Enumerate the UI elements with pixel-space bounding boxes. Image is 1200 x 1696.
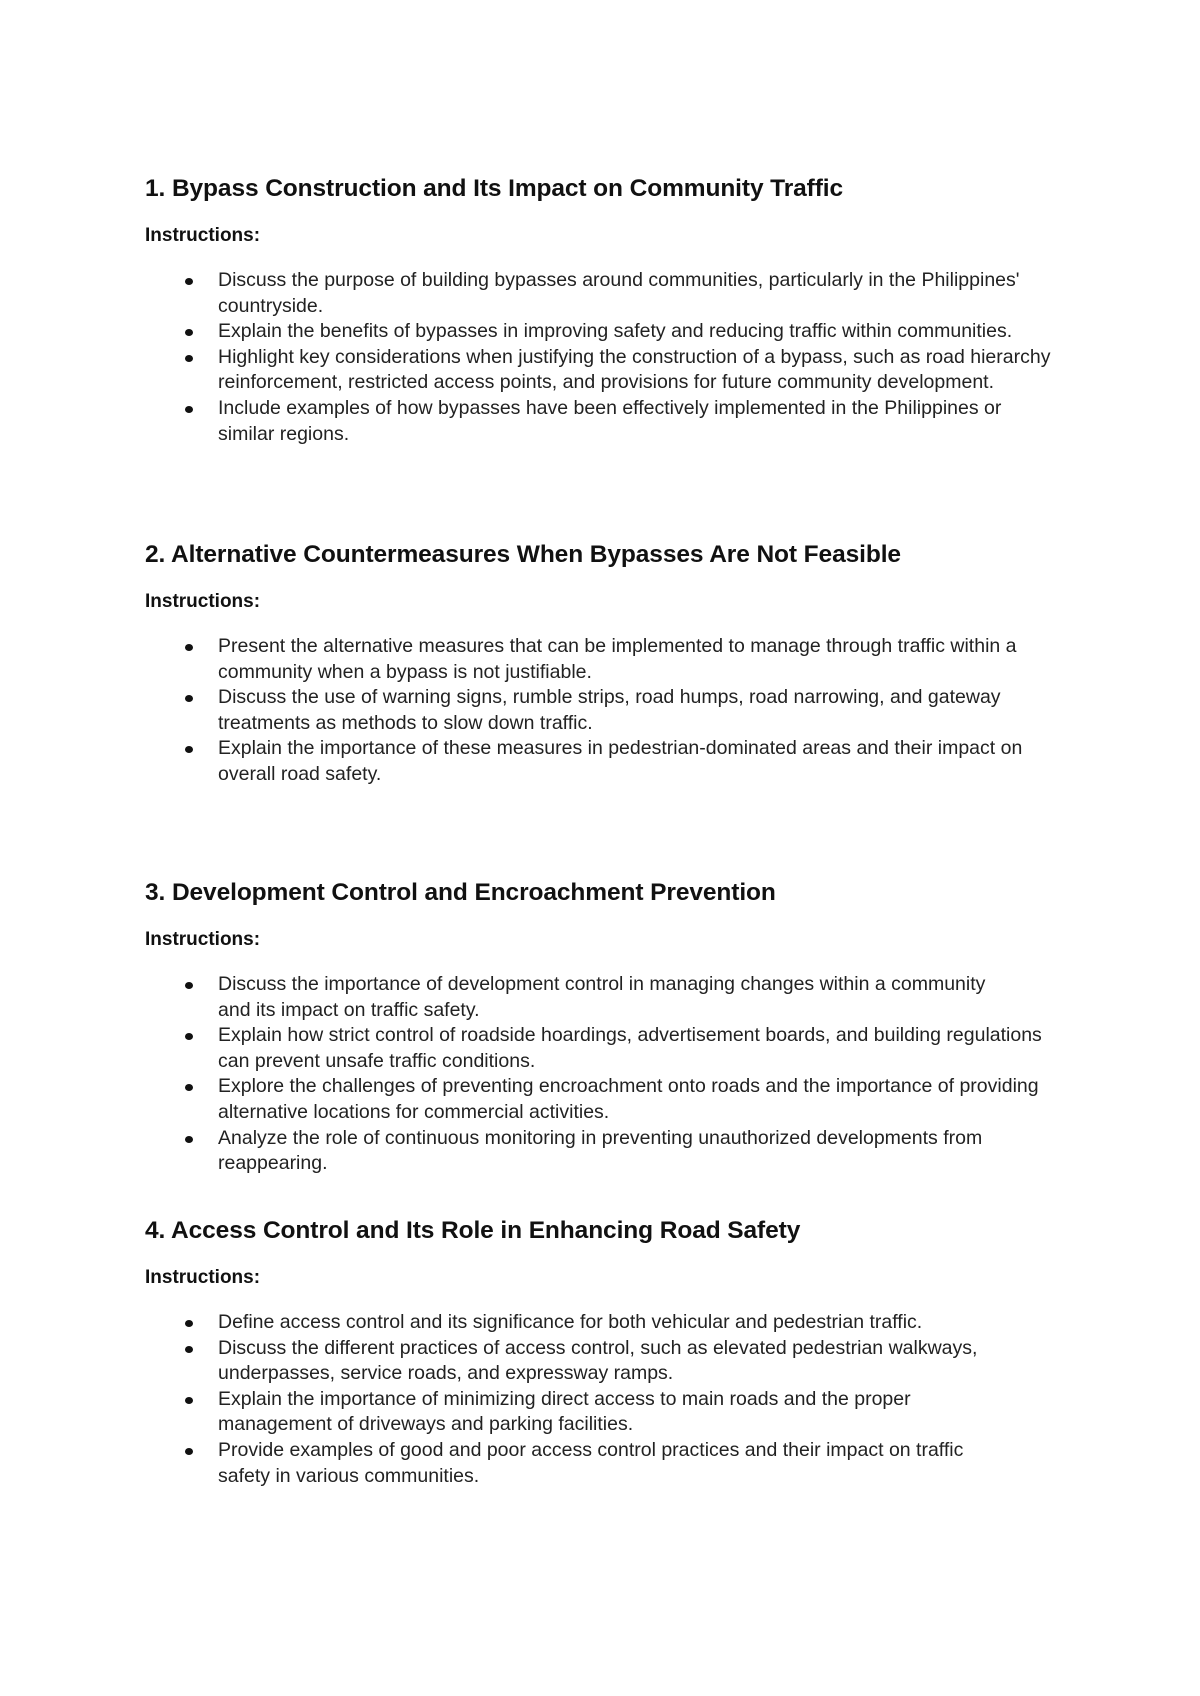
bullet-list [145,972,1085,1177]
list-item-text: Explain the importance of minimizing direct access to main roads and the proper management of driveways and parking facilities. [218,1387,911,1436]
section-4 [145,1216,1085,1489]
list-item-text: Explore the challenges of preventing encroachment onto roads and the importance of providing alternative locations for commercial activities. [218,1075,1039,1123]
list-item-text: Explain the importance of these measures in pedestrian-dominated areas and their impact on overall road safety. [218,737,1023,785]
bullet-icon [185,1346,193,1353]
section-title: 3. Development Control and Encroachment Prevention [145,879,776,906]
section-title: 1. Bypass Construction and Its Impact on Community Traffic [145,175,844,202]
bullet-list [145,1310,1085,1489]
list-item-text: Discuss the importance of development control in managing changes within a community and its impact on traffic safety. [218,973,986,1021]
list-item [218,972,1008,1023]
instructions-label: Instructions: [145,1267,261,1288]
bullet-icon [185,1084,193,1091]
list-item-text: Present the alternative measures that can be implemented to manage through traffic within a community when a bypass is not justifiable. [218,635,1017,683]
bullet-icon [185,1397,193,1404]
bullet-icon [185,746,193,753]
section-title: 2. Alternative Countermeasures When Bypasses Are Not Feasible [145,541,901,568]
bullet-icon [185,355,193,362]
list-item-text: Discuss the different practices of access control, such as elevated pedestrian walkways, underpasses, service roads, and expressway ramps. [218,1336,978,1385]
list-item-text: Discuss the purpose of building bypasses around communities, particularly in the Philippines' countryside. [218,269,1020,317]
list-item [218,685,1048,736]
bullet-icon [185,1033,193,1040]
bullet-icon [185,1136,193,1143]
list-item [218,1023,1078,1074]
bullet-icon [185,1320,193,1327]
list-item [218,268,1058,319]
bullet-list [145,268,1085,447]
bullet-icon [185,982,193,989]
section-title: 4. Access Control and Its Role in Enhancing Road Safety [145,1217,801,1244]
list-item-text: Provide examples of good and poor access control practices and their impact on traffic safety in various communities. [218,1438,964,1487]
bullet-icon [185,1448,193,1455]
list-item-text: Define access control and its significance for both vehicular and pedestrian traffic. [218,1311,923,1333]
section-2 [145,540,1085,788]
list-item-text: Highlight key considerations when justifying the construction of a bypass, such as road hierarchy reinforcement, restricted access points, and provisions for future community development. [218,345,1051,394]
bullet-icon [185,278,193,285]
list-item-text: Include examples of how bypasses have been effectively implemented in the Philippines or similar regions. [218,396,1002,445]
list-item-text: Explain the benefits of bypasses in improving safety and reducing traffic within communities. [218,320,1013,343]
list-item [218,634,1078,685]
list-item-text: Explain how strict control of roadside hoardings, advertisement boards, and building regulations can prevent unsafe traffic conditions. [218,1024,1042,1072]
list-item [218,1336,1018,1387]
list-item-text: Analyze the role of continuous monitoring in preventing unauthorized developments from reappearing. [218,1126,983,1175]
bullet-icon [185,695,193,702]
list-item [218,1310,1078,1336]
list-item [218,1387,1028,1438]
instructions-label: Instructions: [145,591,261,612]
list-item [218,1074,1098,1125]
list-item [218,345,1078,396]
section-1 [145,174,1085,447]
list-item [218,1126,1068,1177]
list-item [218,396,1018,447]
list-item [218,319,1018,345]
instructions-label: Instructions: [145,929,261,950]
list-item [218,736,1078,787]
bullet-icon [185,329,193,336]
instructions-label: Instructions: [145,225,261,246]
bullet-list [145,634,1085,788]
list-item-text: Discuss the use of warning signs, rumble strips, road humps, road narrowing, and gateway treatments as methods to slow down traffic. [218,686,1001,734]
list-item [218,1438,1018,1489]
section-3 [145,878,1085,1177]
bullet-icon [185,406,193,413]
bullet-icon [185,644,193,651]
